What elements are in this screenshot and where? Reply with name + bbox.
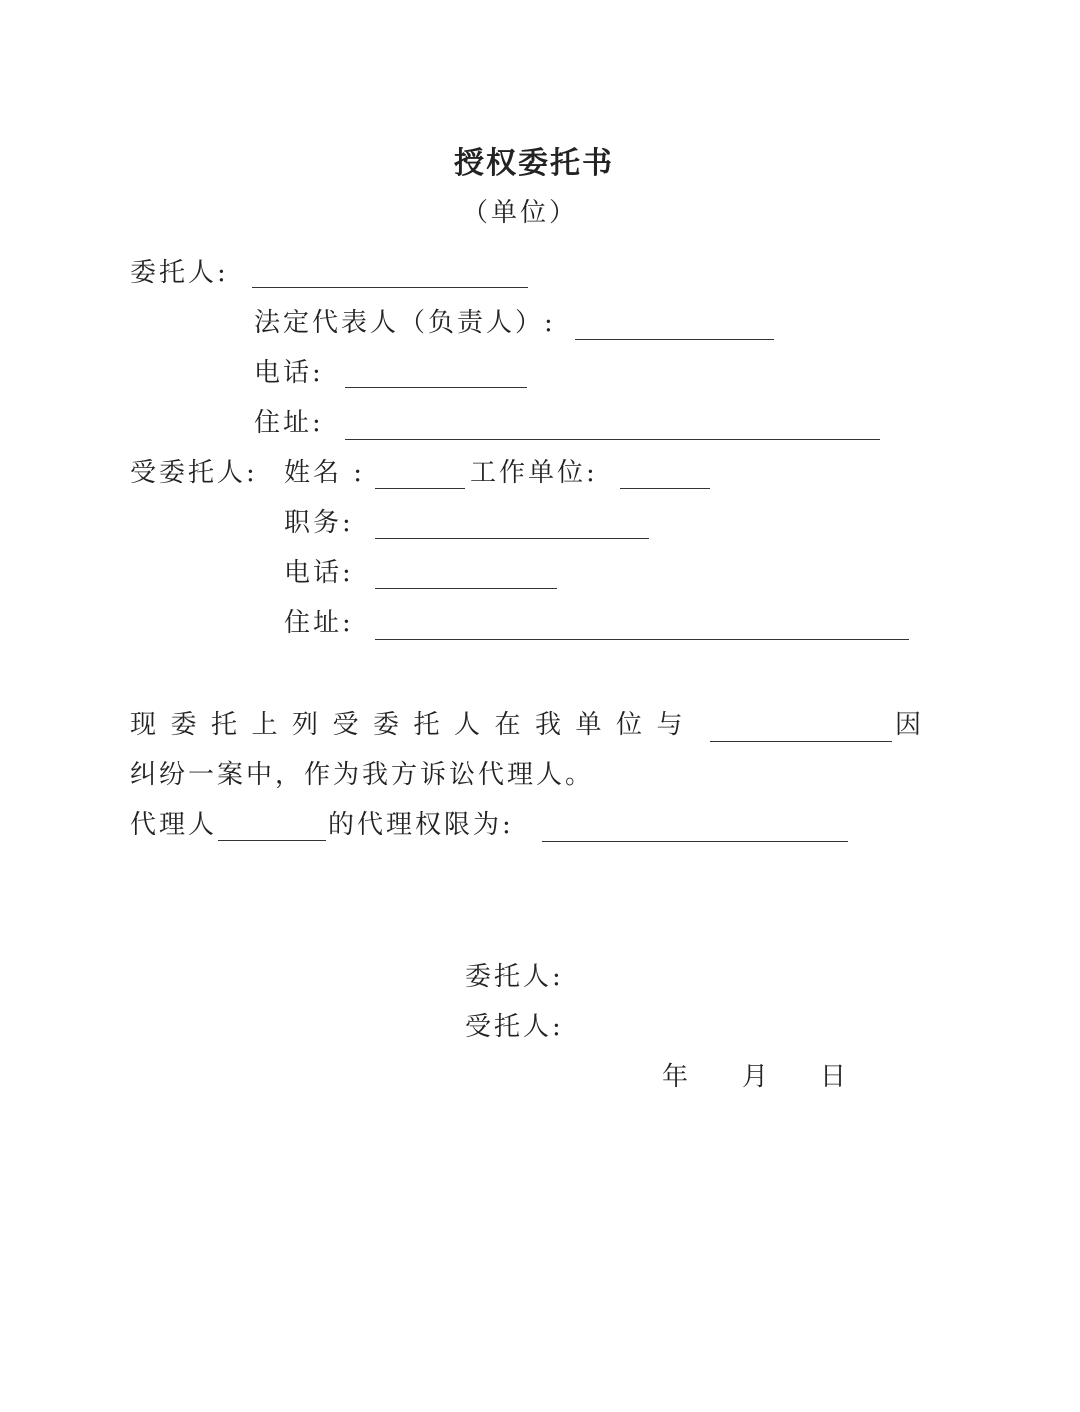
agent-phone-label: 电话: [284, 558, 354, 588]
signature-agent-label: 受托人: [465, 1012, 564, 1042]
agent-position-blank[interactable] [375, 538, 649, 539]
body-line-1-end: 因 [895, 710, 925, 740]
document-subtitle: （单位） [462, 198, 579, 228]
principal-address-label: 住址: [254, 408, 324, 438]
signature-principal-label: 委托人: [465, 962, 564, 992]
principal-label: 委托人: [130, 258, 229, 288]
agent-name-blank[interactable] [375, 488, 465, 489]
document-title: 授权委托书 [454, 146, 614, 181]
agent-label: 受委托人: [130, 458, 258, 488]
legal-representative-label: 法定代表人（负责人）: [254, 308, 556, 338]
body-line-1-text: 现委托上列受委托人在我单位与 [130, 710, 698, 740]
authority-scope-label: 的代理权限为: [328, 810, 514, 840]
agent-employer-label: 工作单位: [470, 458, 598, 488]
agent-address-blank[interactable] [375, 639, 909, 640]
body-line-3-label: 代理人 [130, 810, 218, 840]
principal-address-blank[interactable] [345, 439, 880, 440]
agent-address-label: 住址: [284, 608, 354, 638]
agent-name-blank-2[interactable] [218, 840, 326, 841]
agent-phone-blank[interactable] [375, 588, 557, 589]
date-year: 年 [662, 1062, 692, 1092]
date-day: 日 [820, 1062, 850, 1092]
legal-representative-blank[interactable] [575, 339, 774, 340]
date-month: 月 [742, 1062, 772, 1092]
authority-scope-blank[interactable] [542, 841, 848, 842]
principal-blank[interactable] [252, 287, 528, 288]
principal-phone-label: 电话: [254, 358, 324, 388]
principal-phone-blank[interactable] [345, 387, 527, 388]
agent-position-label: 职务: [284, 508, 354, 538]
opposing-party-blank[interactable] [710, 741, 892, 742]
agent-employer-blank[interactable] [620, 488, 710, 489]
agent-name-label: 姓名 : [284, 458, 366, 488]
body-line-2-text: 纠纷一案中，作为我方诉讼代理人。 [130, 760, 595, 790]
